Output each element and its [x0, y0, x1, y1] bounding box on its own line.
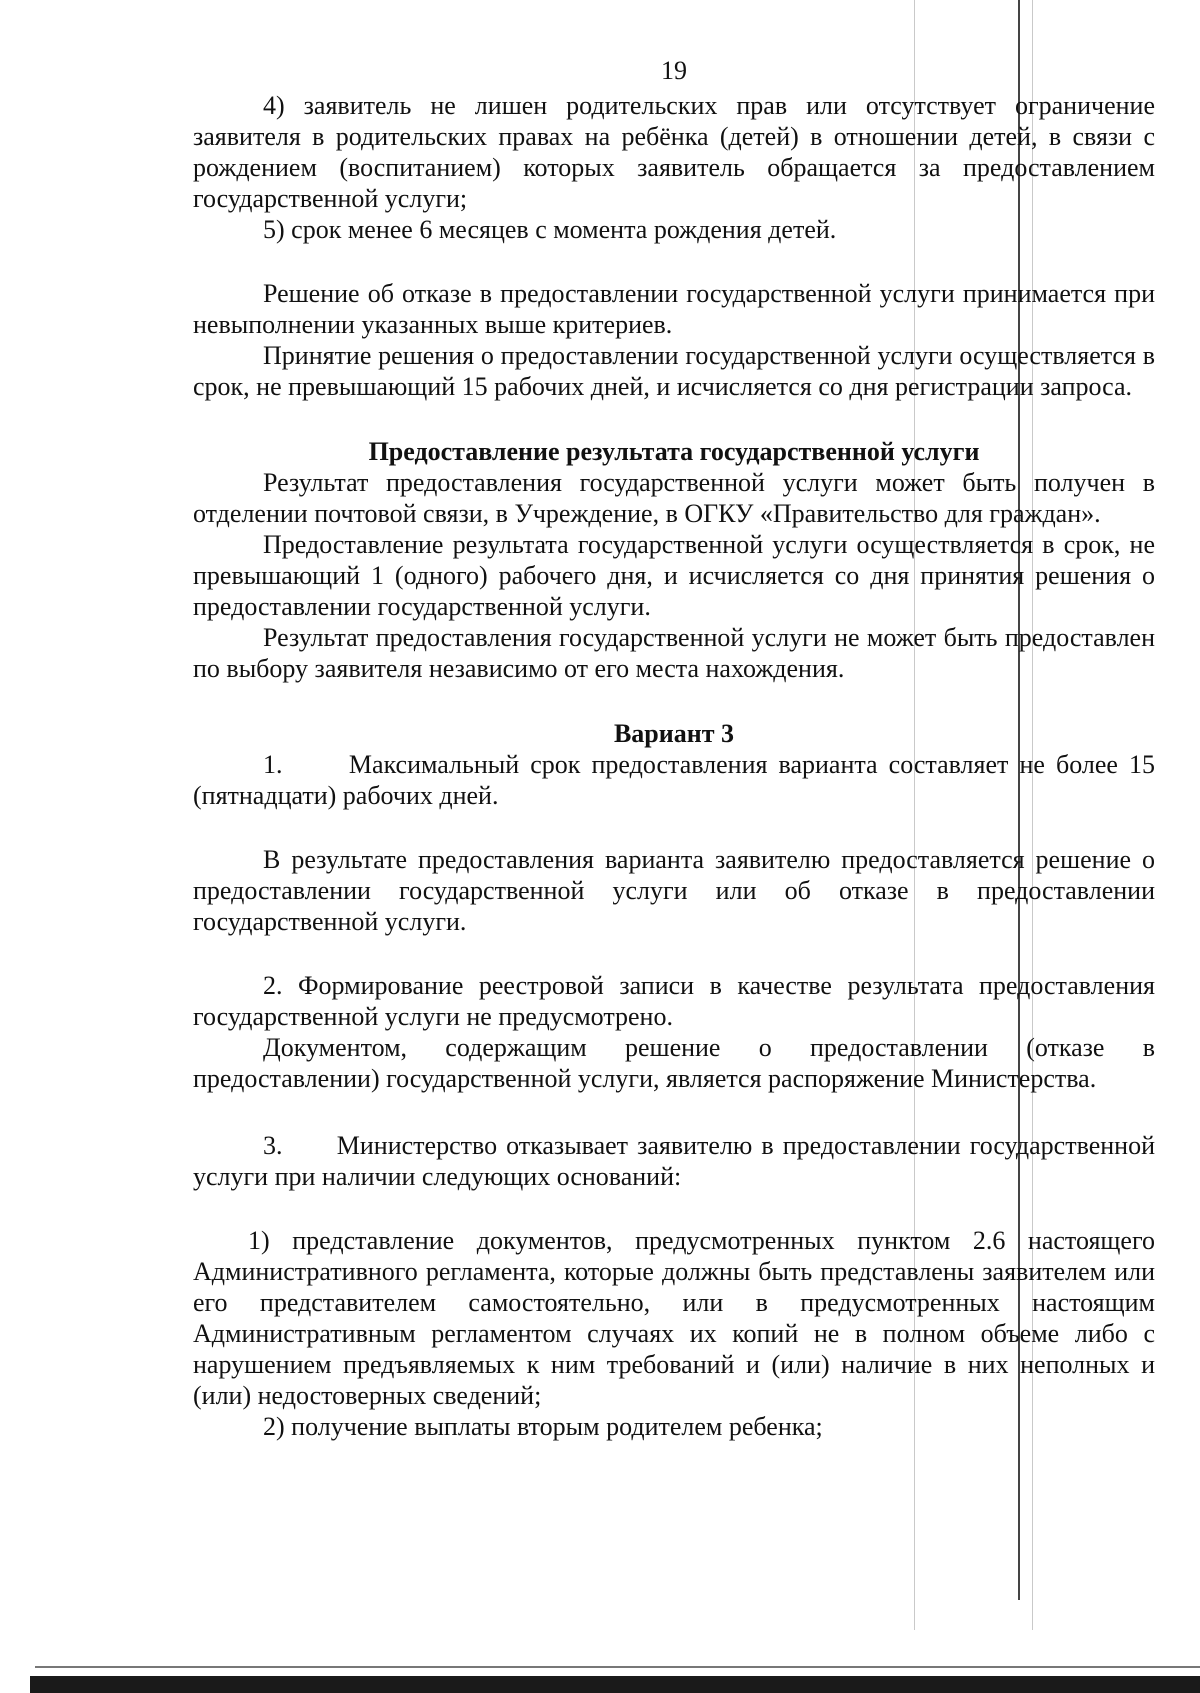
variant-item-1: 1. Максимальный срок предоставления варианта составляет не более 15 (пятнадцати) рабочих дней. — [193, 750, 1162, 810]
refusal-ground-2: 2) получение выплаты вторым родителем ребенка; — [263, 1412, 823, 1441]
refusal-ground-1: 1) представление документов, предусмотренных пунктом 2.6 настоящего Административного регламента, которые должны быть представлены заявителем или его представителем самостоятельно, или в предусмотренных настоящим Административным регламентом случаях их копий не в полном объеме либо с нарушением предъявляемых к ним требований и (или) наличие в них неполных и (или) недостоверных сведений; — [193, 1226, 1155, 1410]
variant-item-1-result: В результате предоставления варианта заявителю предоставляется решение о предоставлении государственной услуги или об отказе в предоставлении государственной услуги. — [193, 845, 1155, 936]
criterion-4: 4) заявитель не лишен родительских прав или отсутствует ограничение заявителя в родительских правах на ребёнка (детей) в отношении детей, в связи с рождением (воспитанием) которых заявитель обращается за предоставлением государственной услуги; — [193, 91, 1155, 213]
scan-border-line — [35, 1666, 1200, 1668]
result-section-heading: Предоставление результата государственной услуги — [368, 437, 980, 466]
variant-heading: Вариант 3 — [613, 719, 735, 748]
variant-item-3: 3. Министерство отказывает заявителю в предоставлении государственной услуги при наличии следующих оснований: — [193, 1131, 1162, 1191]
result-paragraph: Предоставление результата государственной услуги осуществляется в срок, не превышающий 1 (одного) рабочего дня, и исчисляется со дня принятия решения о предоставлении государственной услуги. — [193, 530, 1155, 621]
variant-item-2: 2. Формирование реестровой записи в качестве результата предоставления государственной услуги не предусмотрено. — [193, 971, 1155, 1031]
criterion-5: 5) срок менее 6 месяцев с момента рождения детей. — [263, 215, 837, 244]
refusal-decision-paragraph: Решение об отказе в предоставлении государственной услуги принимается при невыполнении указанных выше критериев. — [193, 279, 1155, 339]
result-paragraph: Результат предоставления государственной услуги не может быть предоставлен по выбору заявителя независимо от его места нахождения. — [193, 623, 1155, 683]
scan-border-bar — [30, 1676, 1200, 1693]
result-paragraph: Результат предоставления государственной услуги может быть получен в отделении почтовой связи, в Учреждение, в ОГКУ «Правительство для граждан». — [193, 468, 1155, 528]
document-body — [193, 55, 1162, 1442]
decision-term-paragraph: Принятие решения о предоставлении государственной услуги осуществляется в срок, не превышающий 15 рабочих дней, и исчисляется со дня регистрации запроса. — [193, 341, 1155, 401]
variant-item-2-document: Документом, содержащим решение о предоставлении (отказе в предоставлении) государственной услуги, является распоряжение Министерства. — [193, 1033, 1155, 1093]
page-number: 19 — [661, 56, 687, 85]
